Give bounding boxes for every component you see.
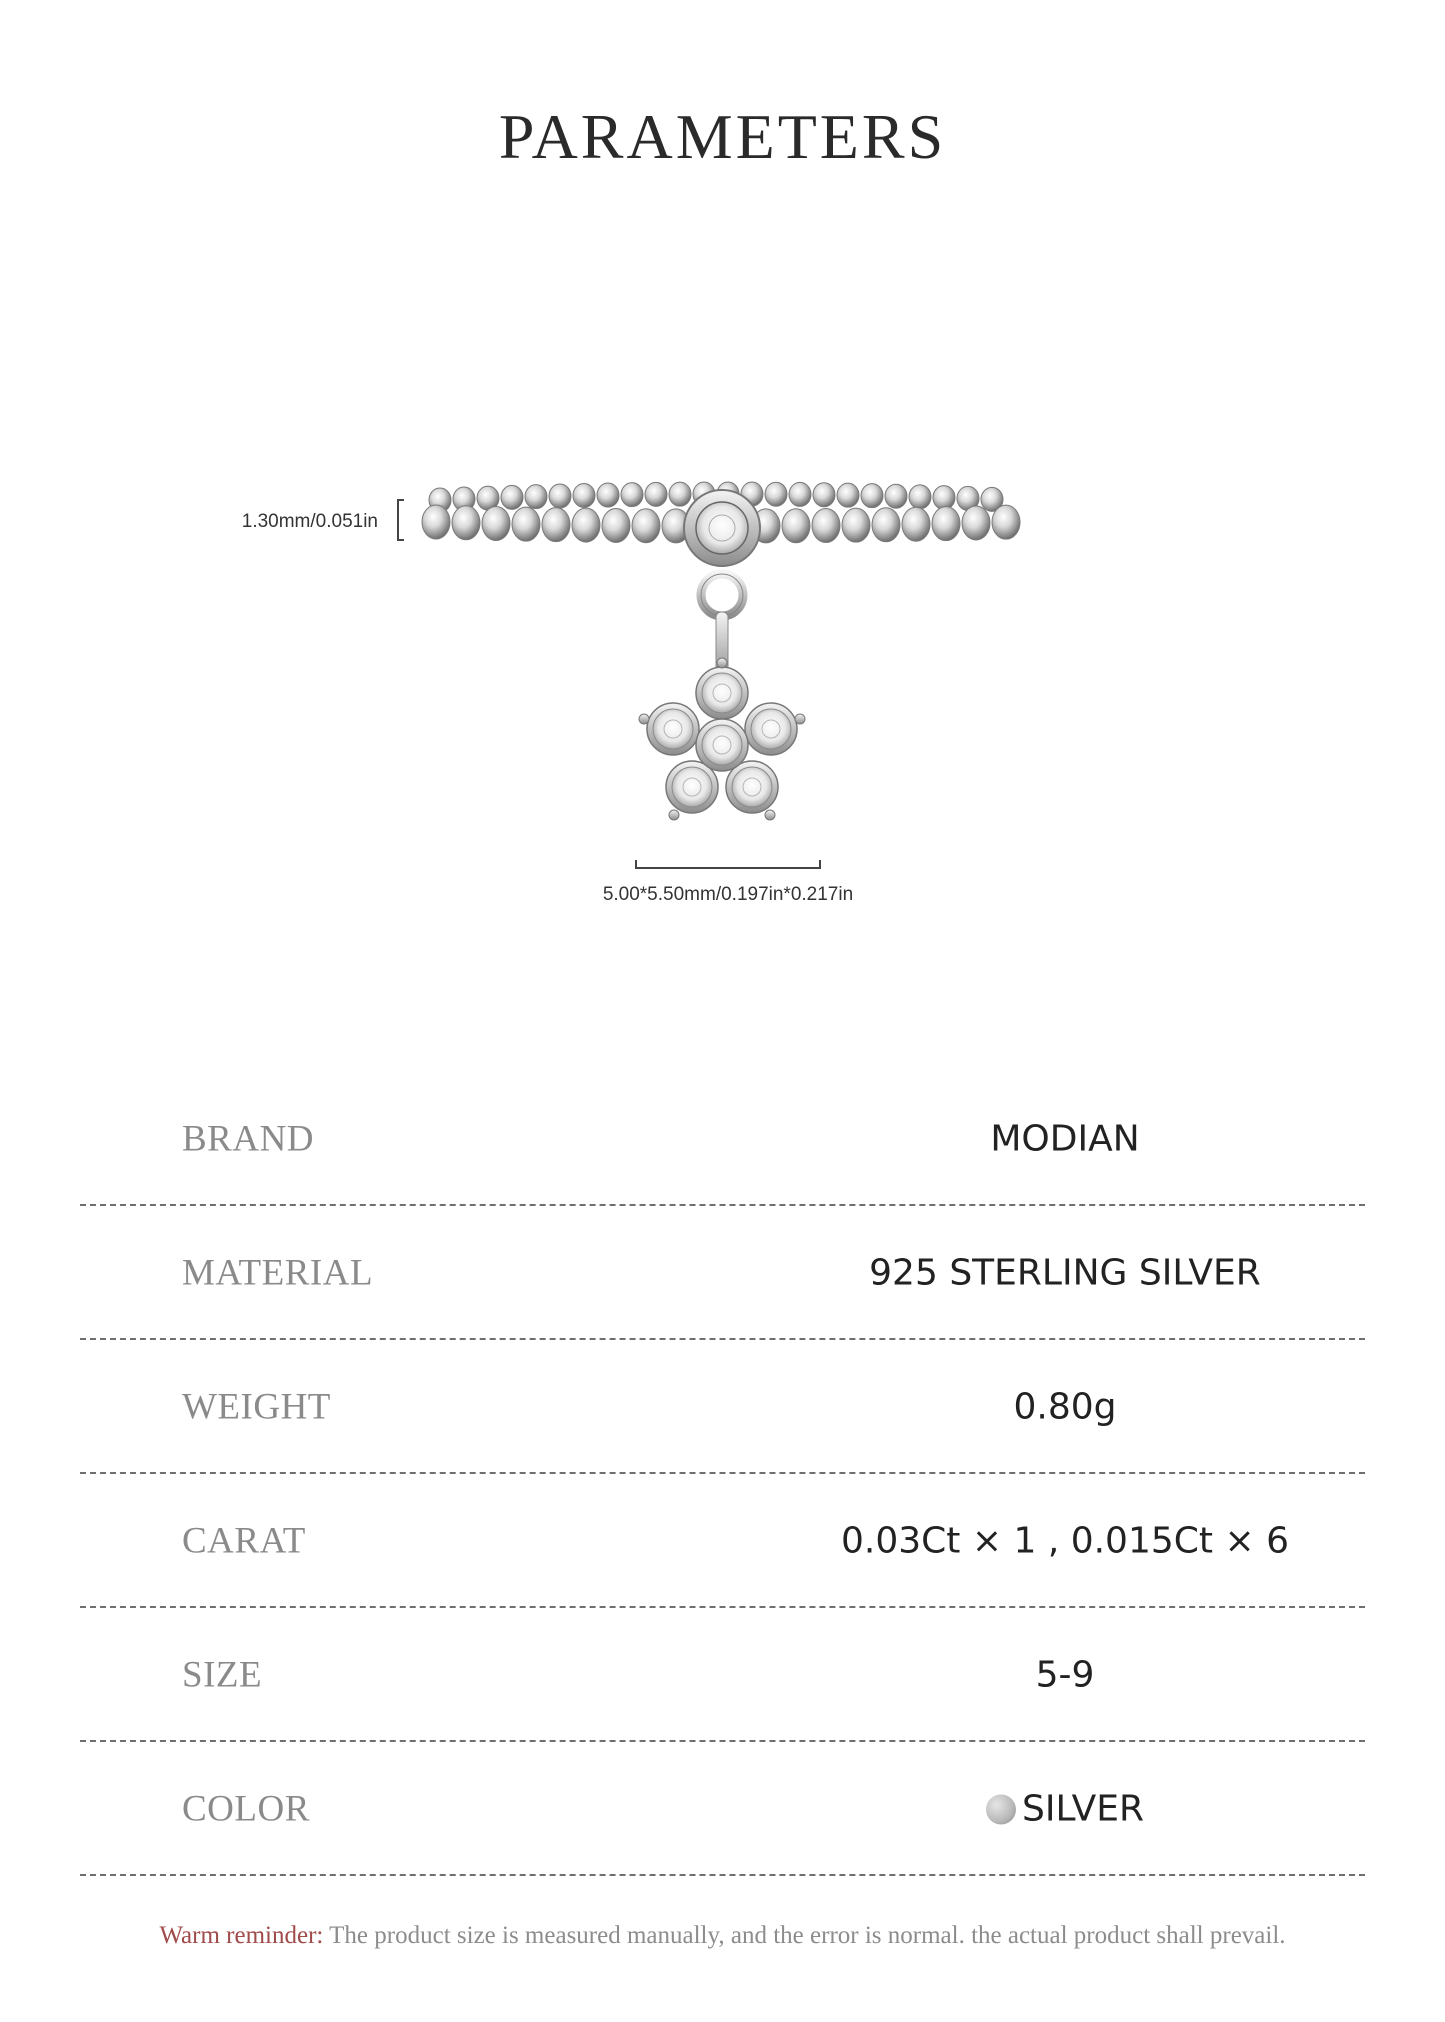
band-bead — [597, 483, 619, 507]
band-bead — [932, 507, 960, 541]
band-bead — [842, 508, 870, 542]
band-bead — [765, 482, 787, 506]
star-charm — [639, 658, 805, 820]
band-bead — [782, 509, 810, 543]
spec-label: WEIGHT — [182, 1386, 331, 1428]
charm-prong — [639, 714, 649, 724]
spec-label: SIZE — [182, 1654, 263, 1696]
charm-prong — [717, 658, 727, 668]
band-bead — [573, 483, 595, 507]
band-bead — [549, 484, 571, 508]
band-bead — [902, 507, 930, 541]
charm-size-label: 5.00*5.50mm/0.197in*0.217in — [602, 884, 854, 905]
band-bead — [542, 508, 570, 542]
band-width-indicator — [242, 500, 404, 540]
band-bead — [872, 508, 900, 542]
page-title: PARAMETERS — [498, 101, 947, 172]
charm-stone — [647, 703, 699, 755]
band-bead — [789, 482, 811, 506]
charm-stone — [696, 667, 748, 719]
charm-prong — [765, 810, 775, 820]
band-bead — [452, 506, 480, 540]
band-bead — [837, 483, 859, 507]
spec-value: 0.03Ct × 1 , 0.015Ct × 6 — [841, 1520, 1289, 1562]
band-bead — [909, 485, 931, 509]
spec-label: COLOR — [182, 1788, 310, 1830]
band-bead — [482, 506, 510, 540]
spec-label: MATERIAL — [182, 1252, 374, 1294]
spec-value: MODIAN — [990, 1118, 1140, 1160]
band-bead — [572, 508, 600, 542]
spec-row-material — [80, 1206, 1365, 1340]
band-bead — [525, 485, 547, 509]
reminder-prefix: Warm reminder: — [159, 1922, 324, 1949]
charm-prong — [795, 714, 805, 724]
band-bead — [422, 505, 450, 539]
band-bead — [632, 509, 660, 543]
band-bead — [501, 485, 523, 509]
spec-label: CARAT — [182, 1520, 306, 1562]
ring-illustration — [0, 0, 1445, 1000]
bezel-stone — [684, 490, 760, 566]
warm-reminder — [0, 1922, 1445, 1950]
charm-stone — [696, 719, 748, 771]
spec-value: 5-9 — [1035, 1654, 1095, 1696]
band-bead — [861, 484, 883, 508]
band-bead — [885, 484, 907, 508]
reminder-text: The product size is measured manually, and the error is normal. the actual product shall prevail. — [323, 1922, 1286, 1949]
charm-stone — [745, 703, 797, 755]
dashed-divider — [80, 1874, 1365, 1876]
band-bead — [512, 507, 540, 541]
spec-row-brand — [80, 1072, 1365, 1206]
spec-value: 925 STERLING SILVER — [869, 1252, 1261, 1294]
color-name: SILVER — [1022, 1788, 1144, 1830]
band-bead — [813, 483, 835, 507]
band-bead — [992, 505, 1020, 539]
spec-value-color — [830, 1789, 1300, 1830]
band-bead — [962, 506, 990, 540]
band-bead — [645, 482, 667, 506]
band-width-label: 1.30mm/0.051in — [241, 511, 378, 532]
color-swatch-icon — [986, 1794, 1016, 1824]
spec-row-carat — [80, 1474, 1365, 1608]
spec-row-color — [80, 1742, 1365, 1876]
charm-size-indicator — [603, 860, 853, 905]
spec-value: 0.80g — [1013, 1386, 1117, 1428]
spec-row-weight — [80, 1340, 1365, 1474]
spec-row-size — [80, 1608, 1365, 1742]
band-bead — [812, 508, 840, 542]
charm-prong — [669, 810, 679, 820]
spec-label: BRAND — [182, 1118, 315, 1160]
band-bead — [669, 482, 691, 506]
band-bead — [621, 483, 643, 507]
band-bead — [602, 508, 630, 542]
band-bead — [933, 486, 955, 510]
